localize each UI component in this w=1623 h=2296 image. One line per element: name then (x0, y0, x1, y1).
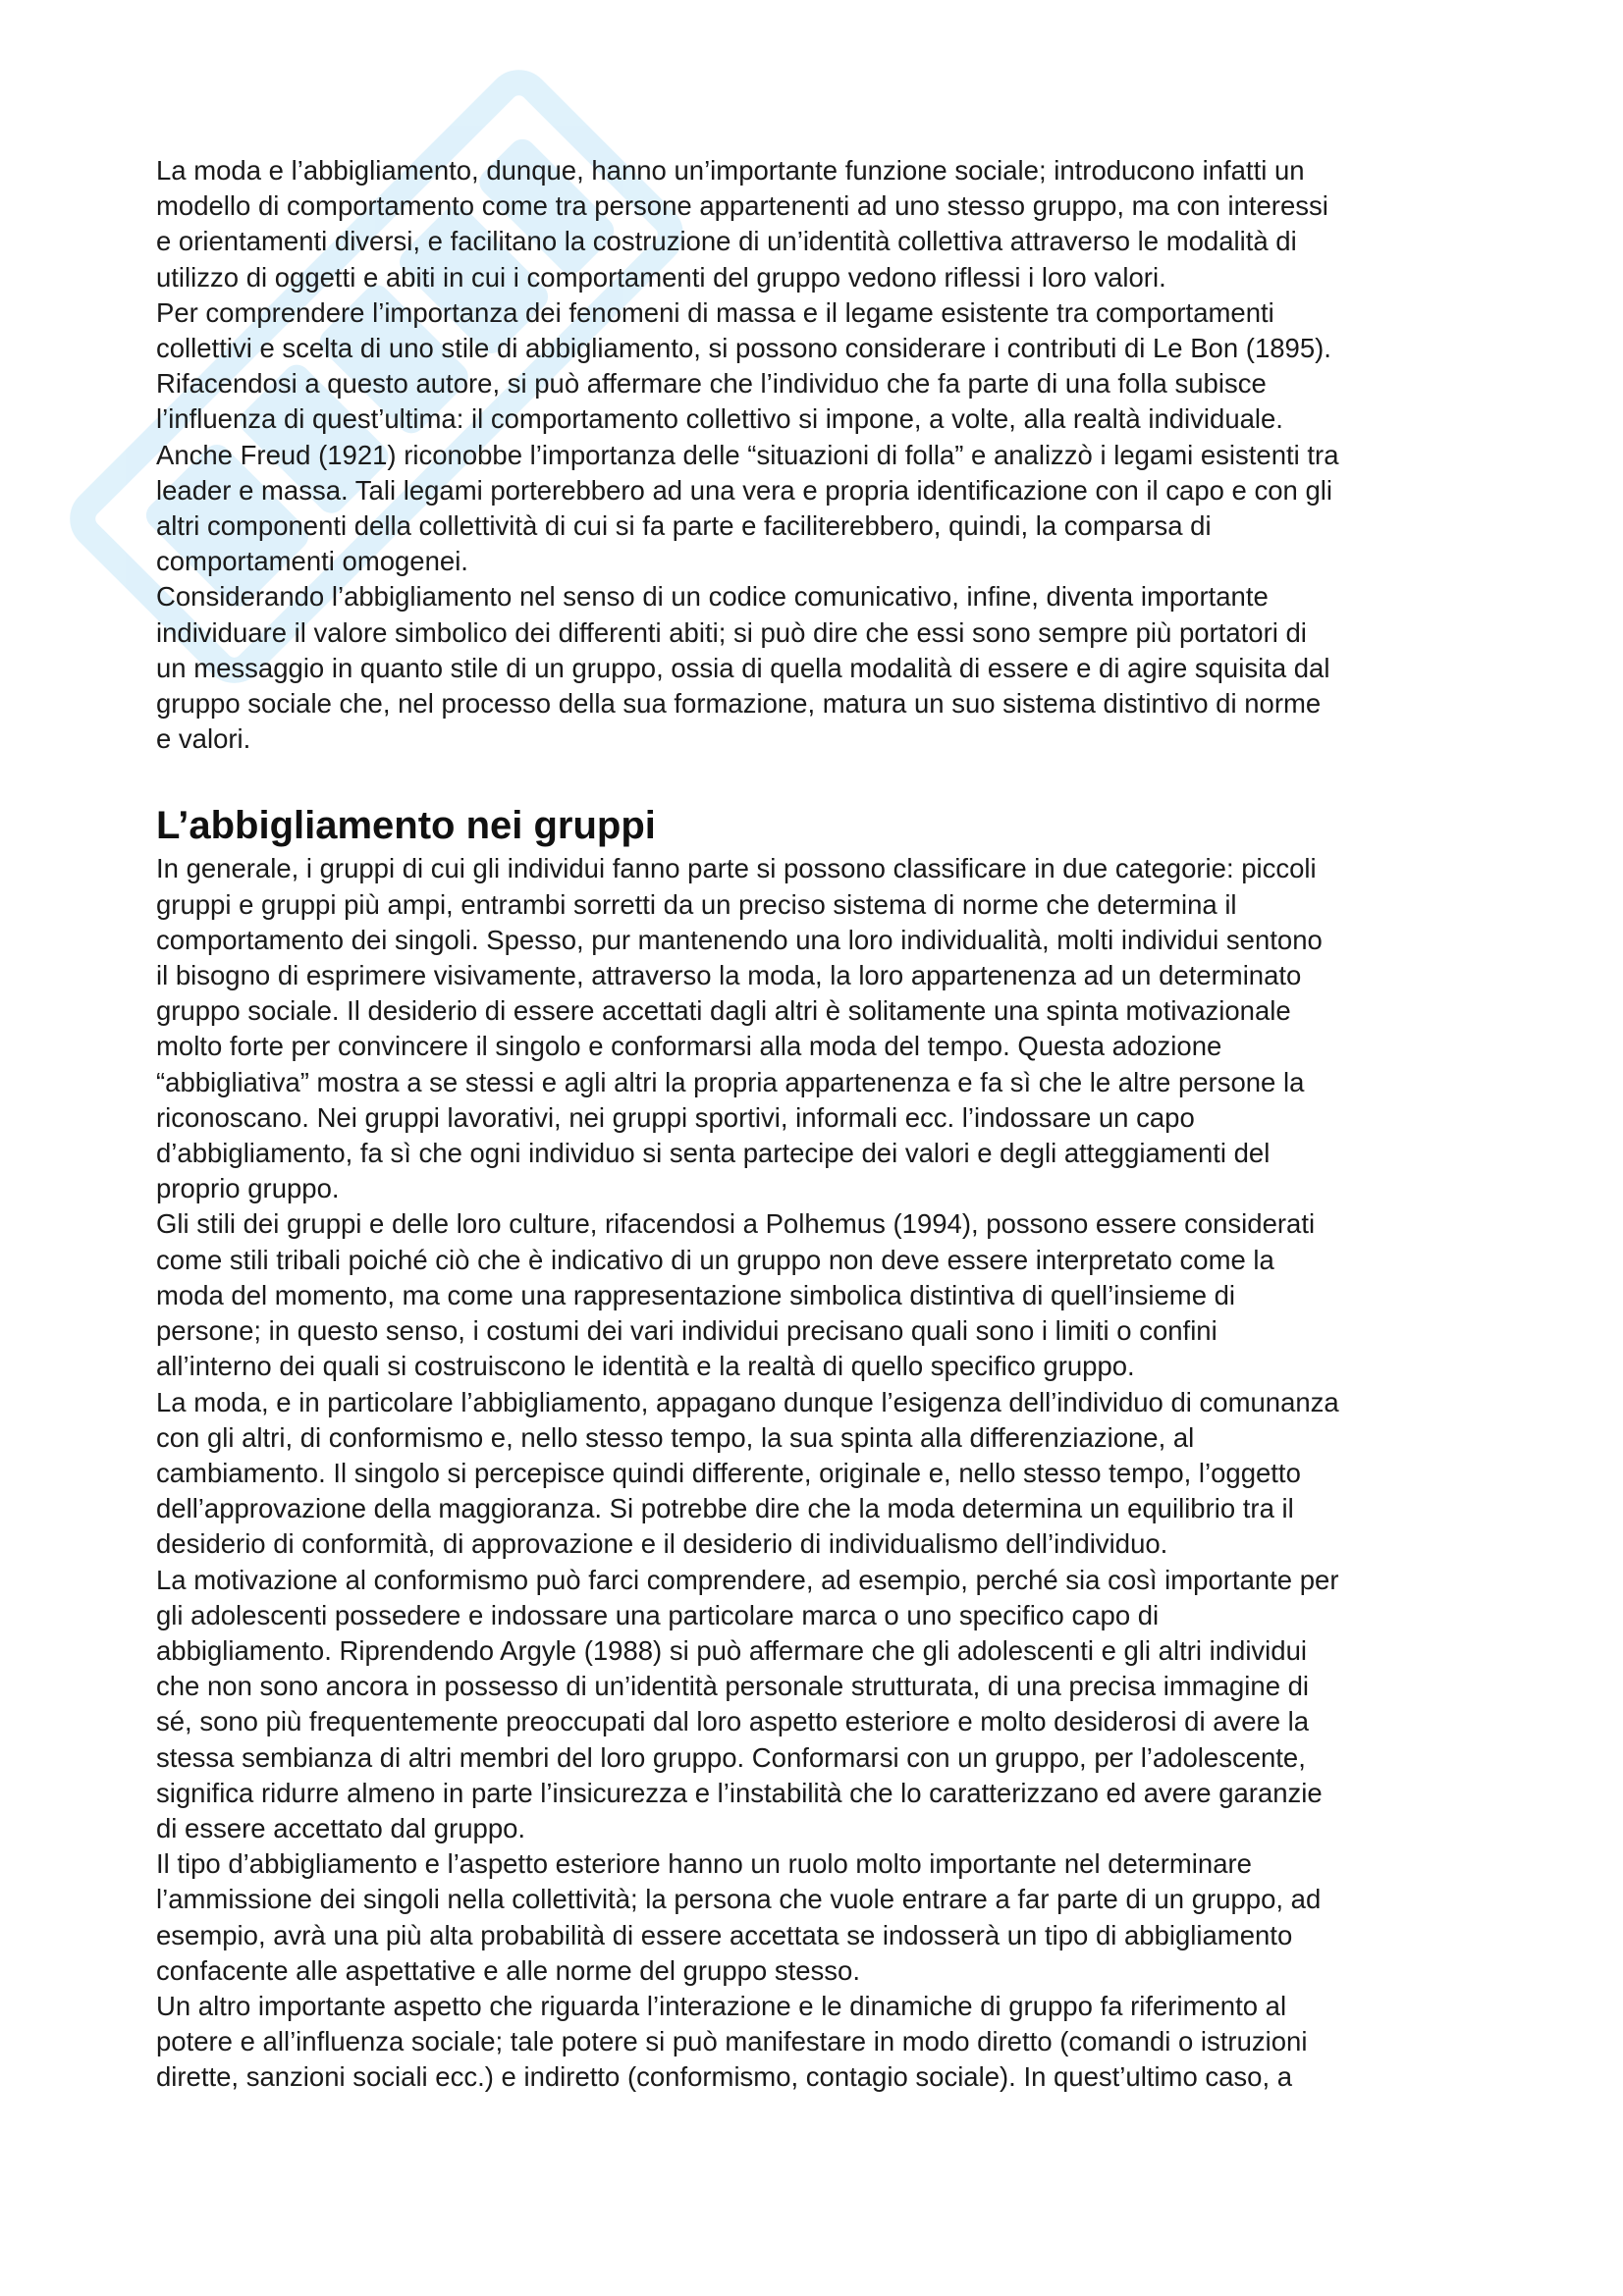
text-line: Considerando l’abbigliamento nel senso di un codice comunicativo, infine, diventa importante (156, 581, 1269, 613)
text-line: desiderio di conformità, di approvazione e il desiderio di individualismo dell’individuo. (156, 1528, 1168, 1560)
text-line: sé, sono più frequentemente preoccupati dal loro aspetto esteriore e molto desiderosi di avere la (156, 1706, 1310, 1737)
text-line: utilizzo di oggetti e abiti in cui i comportamenti del gruppo vedono riflessi i loro valori. (156, 261, 1166, 293)
text-line: confacente alle aspettative e alle norme del gruppo stesso. (156, 1954, 860, 1986)
text-line: In generale, i gruppi di cui gli individui fanno parte si possono classificare in due categorie: piccoli (156, 853, 1317, 884)
text-line: proprio gruppo. (156, 1173, 340, 1204)
text-line: comportamento dei singoli. Spesso, pur mantenendo una loro individualità, molti individui sentono (156, 924, 1323, 955)
text-line: “abbigliativa” mostra a se stessi e agli altri la propria appartenenza e fa sì che le altre persone la (156, 1066, 1305, 1097)
text-line: persone; in questo senso, i costumi dei vari individui precisano quali sono i limiti o confini (156, 1315, 1217, 1347)
text-line: all’interno dei quali si costruiscono le identità e la realtà di quello specifico gruppo. (156, 1351, 1135, 1382)
text-line: dell’approvazione della maggioranza. Si potrebbe dire che la moda determina un equilibrio tra il (156, 1493, 1294, 1524)
text-line: Un altro importante aspetto che riguarda l’interazione e le dinamiche di gruppo fa riferimento al (156, 1990, 1287, 2021)
text-line: comportamenti omogenei. (156, 546, 468, 577)
text-line: l’influenza di quest’ultima: il comportamento collettivo si impone, a volte, alla realtà individuale. (156, 403, 1283, 435)
text-line: cambiamento. Il singolo si percepisce quindi differente, originale e, nello stesso tempo, l’oggetto (156, 1457, 1301, 1488)
text-line: Gli stili dei gruppi e delle loro culture, rifacendosi a Polhemus (1994), possono essere considerati (156, 1208, 1316, 1240)
text-line: collettivi e scelta di uno stile di abbigliamento, si possono considerare i contributi di Le Bon (1895). (156, 333, 1331, 364)
document-page (156, 153, 1482, 2096)
text-line: La moda e l’abbigliamento, dunque, hanno un’importante funzione sociale; introducono infatti un (156, 155, 1305, 186)
text-line: che non sono ancora in possesso di un’identità personale strutturata, di una precisa immagine di (156, 1671, 1310, 1702)
text-line: l’ammissione dei singoli nella collettività; la persona che vuole entrare a far parte di un gruppo, ad (156, 1884, 1322, 1915)
text-line: d’abbigliamento, fa sì che ogni individuo si senta partecipe dei valori e degli atteggiamenti del (156, 1138, 1271, 1169)
text-line: riconoscano. Nei gruppi lavorativi, nei gruppi sportivi, informali ecc. l’indossare un capo (156, 1101, 1195, 1133)
text-line: moda del momento, ma come una rappresentazione simbolica distintiva di quell’insieme di (156, 1279, 1236, 1310)
text-line: potere e all’influenza sociale; tale potere si può manifestare in modo diretto (comandi o istruzioni (156, 2026, 1308, 2057)
text-line: come stili tribali poiché ciò che è indicativo di un gruppo non deve essere interpretato come la (156, 1244, 1274, 1275)
text-line: con gli altri, di conformismo e, nello stesso tempo, la sua spinta alla differenziazione, al (156, 1421, 1195, 1453)
text-line: abbigliamento. Riprendendo Argyle (1988) si può affermare che gli adolescenti e gli altri individui (156, 1634, 1307, 1666)
text-line: e valori. (156, 723, 251, 755)
text-line: leader e massa. Tali legami porterebbero ad una vera e propria identificazione con il capo e con gli (156, 474, 1332, 506)
text-line: dirette, sanzioni sociali ecc.) e indiretto (conformismo, contagio sociale). In quest’ultimo caso, a (156, 2061, 1293, 2093)
section-heading: L’abbigliamento nei gruppi (156, 804, 656, 848)
text-line: e orientamenti diversi, e facilitano la costruzione di un’identità collettiva attraverso le modalità di (156, 226, 1297, 257)
text-line: gruppo sociale. Il desiderio di essere accettati dagli altri è solitamente una spinta motivazionale (156, 995, 1291, 1027)
text-line: stessa sembianza di altri membri del loro gruppo. Conformarsi con un gruppo, per l’adolescente, (156, 1741, 1306, 1773)
text-line: modello di comportamento come tra persone appartenenti ad uno stesso gruppo, ma con interessi (156, 190, 1328, 222)
text-line: il bisogno di esprimere visivamente, attraverso la moda, la loro appartenenza ad un determinato (156, 960, 1302, 991)
intro-paragraphs (156, 153, 1482, 757)
text-line: La moda, e in particolare l’abbigliamento, appagano dunque l’esigenza dell’individuo di comunanza (156, 1386, 1339, 1417)
text-line: Il tipo d’abbigliamento e l’aspetto esteriore hanno un ruolo molto importante nel determinare (156, 1848, 1252, 1880)
text-line: molto forte per convincere il singolo e conformarsi alla moda del tempo. Questa adozione (156, 1031, 1222, 1062)
text-line: individuare il valore simbolico dei differenti abiti; si può dire che essi sono sempre più portatori di (156, 616, 1307, 648)
text-line: altri componenti della collettività di cui si fa parte e faciliterebbero, quindi, la comparsa di (156, 510, 1212, 542)
text-line: un messaggio in quanto stile di un gruppo, ossia di quella modalità di essere e di agire squisita dal (156, 652, 1330, 683)
text-line: gruppo sociale che, nel processo della sua formazione, matura un suo sistema distintivo di norme (156, 688, 1322, 720)
text-line: Rifacendosi a questo autore, si può affermare che l’individuo che fa parte di una folla subisce (156, 368, 1267, 400)
text-line: di essere accettato dal gruppo. (156, 1812, 526, 1843)
text-line: Anche Freud (1921) riconobbe l’importanza delle “situazioni di folla” e analizzò i legami esistenti tra (156, 439, 1339, 470)
text-line: La motivazione al conformismo può farci comprendere, ad esempio, perché sia così importante per (156, 1564, 1339, 1595)
text-line: esempio, avrà una più alta probabilità di essere accettata se indosserà un tipo di abbigliamento (156, 1919, 1293, 1950)
text-line: gruppi e gruppi più ampi, entrambi sorretti da un preciso sistema di norme che determina il (156, 888, 1237, 920)
text-line: significa ridurre almeno in parte l’insicurezza e l’instabilità che lo caratterizzano ed avere garanzie (156, 1777, 1323, 1808)
text-line: gli adolescenti possedere e indossare una particolare marca o uno specifico capo di (156, 1599, 1160, 1630)
text-line: Per comprendere l’importanza dei fenomeni di massa e il legame esistente tra comportamenti (156, 296, 1274, 328)
section-paragraphs (156, 851, 1482, 2095)
